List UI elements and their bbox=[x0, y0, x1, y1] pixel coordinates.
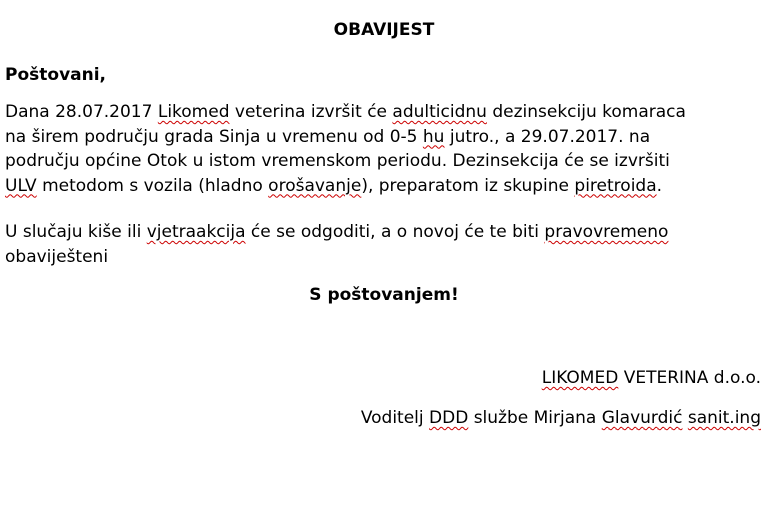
paragraph-line: obaviješteni bbox=[5, 246, 109, 267]
text-run: na širem području grada Sinja u vremenu od 0-5 bbox=[5, 126, 423, 147]
paragraph-line: području općine Otok u istom vremenskom periodu. Dezinsekcija će se izvršiti bbox=[5, 151, 670, 171]
text-run: Voditelj bbox=[360, 408, 430, 428]
misspelled-word: Likomed bbox=[157, 102, 230, 122]
paragraph-line bbox=[5, 100, 765, 125]
signature-person bbox=[361, 408, 761, 428]
text-run: veterina izvršit će bbox=[229, 102, 393, 122]
text-run: U slučaju kiše ili bbox=[5, 222, 147, 242]
misspelled-word: orošavanje bbox=[268, 175, 362, 196]
text-run: službe Mirjana bbox=[468, 408, 602, 428]
paragraph-line bbox=[5, 125, 765, 150]
misspelled-word: Glavurdić bbox=[601, 408, 683, 428]
misspelled-word: pravovremeno bbox=[544, 222, 669, 242]
text-run: . bbox=[656, 175, 663, 196]
misspelled-word: adulticidnu bbox=[392, 102, 487, 122]
document-title: OBAVIJEST bbox=[333, 20, 435, 40]
paragraph-notice bbox=[5, 100, 765, 198]
paragraph-weather bbox=[5, 220, 765, 269]
greeting: Poštovani, bbox=[5, 65, 107, 85]
paragraph-line bbox=[5, 220, 765, 245]
misspelled-word: DDD bbox=[429, 408, 469, 428]
misspelled-word: hu bbox=[422, 126, 445, 147]
text-run: jutro., a 29.07.2017. na bbox=[444, 126, 651, 147]
closing-text: S poštovanjem! bbox=[309, 285, 459, 305]
text-run: metodom s vozila (hladno bbox=[36, 175, 269, 196]
paragraph-line bbox=[5, 174, 765, 199]
misspelled-word: LIKOMED bbox=[541, 368, 619, 388]
text-run: VETERINA d.o.o. bbox=[618, 368, 761, 388]
misspelled-word: vjetraakcija bbox=[146, 222, 246, 242]
text-run: ), preparatom iz skupine bbox=[361, 175, 575, 196]
misspelled-word: sanit.ing bbox=[687, 408, 761, 428]
misspelled-word: piretroida bbox=[574, 175, 657, 196]
signature-company bbox=[542, 368, 761, 388]
misspelled-word: ULV bbox=[5, 175, 37, 196]
text-run: Dana 28.07.2017 bbox=[5, 102, 158, 122]
text-run: dezinsekciju komaraca bbox=[486, 102, 686, 122]
text-run: će se odgoditi, a o novoj će te biti bbox=[245, 222, 545, 242]
